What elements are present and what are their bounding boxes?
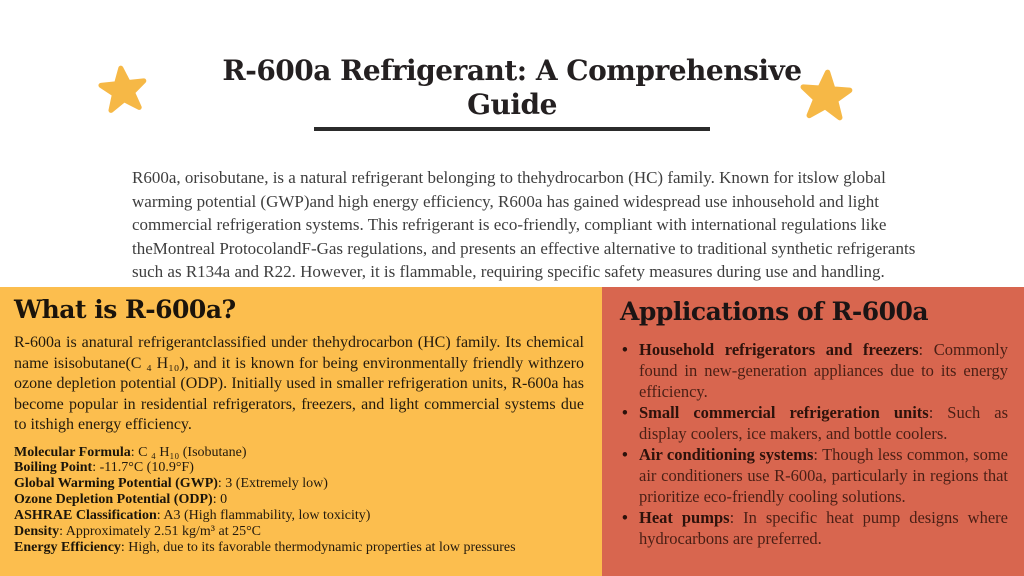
property-label: Ozone Depletion Potential (ODP) — [14, 492, 213, 508]
property-row-molecular-formula — [14, 445, 584, 461]
property-label: Global Warming Potential (GWP) — [14, 476, 218, 492]
bullet-text: : In specific heat pump designs where hydrocarbons are preferred. — [639, 508, 1008, 548]
bullet-text: : Commonly found in new-generation appliances due to its energy efficiency. — [639, 340, 1008, 401]
property-row-ashrae — [14, 508, 584, 524]
applications-panel — [602, 287, 1024, 576]
property-label: Boiling Point — [14, 460, 93, 476]
what-is-paragraph: R-600a is anatural refrigerantclassified under thehydrocarbon (HC) family. Its chemical name isisobutane(C ₄ H₁₀), and it is known for being environmentally friendly withzero ozone depletion potential (ODP). Initially used in smaller refrigeration units, R-600a has become popular in residential refrigerators, freezers, and light commercial systems due to itshigh energy efficiency. — [14, 334, 584, 433]
what-is-panel — [0, 287, 602, 576]
property-row-density — [14, 524, 584, 540]
list-item-air-conditioning — [622, 444, 1008, 507]
property-row-energy-efficiency — [14, 540, 584, 556]
bullet-label: Small commercial refrigeration units — [639, 403, 929, 422]
property-label: Molecular Formula — [14, 444, 131, 460]
content-panels — [0, 287, 1024, 576]
property-row-odp — [14, 492, 584, 508]
property-row-gwp — [14, 476, 584, 492]
page-title: R-600a Refrigerant: A Comprehensive Guide — [222, 54, 802, 121]
applications-list — [612, 339, 1010, 549]
bullet-label: Air conditioning systems — [639, 445, 814, 464]
star-icon — [95, 61, 152, 116]
property-label: Energy Efficiency — [14, 539, 121, 555]
property-value: : Approximately 2.51 kg/m³ at 25°C — [59, 524, 262, 540]
list-item-household — [622, 339, 1008, 402]
property-value: : A3 (High flammability, low toxicity) — [156, 508, 371, 524]
list-item-small-commercial — [622, 402, 1008, 444]
property-value: : -11.7°C (10.9°F) — [92, 460, 194, 476]
bullet-text: : Such as display coolers, ice makers, and bottle coolers. — [639, 403, 1008, 443]
bullet-text: : Though less common, some air conditioners use R-600a, particularly in regions that prioritize eco-friendly cooling solutions. — [639, 445, 1008, 506]
list-item-heat-pumps — [622, 507, 1008, 549]
property-value: : 3 (Extremely low) — [217, 476, 328, 492]
bullet-label: Household refrigerators and freezers — [639, 340, 919, 359]
property-label: ASHRAE Classification — [14, 508, 157, 524]
intro-paragraph: R600a, orisobutane, is a natural refrigerant belonging to thehydrocarbon (HC) family. Known for itslow global warming potential (GWP)and high energy efficiency, R600a has gained widespread use inhousehold and light commercial refrigeration systems. This refrigerant is eco-friendly, compliant with international regulations like theMontreal ProtocolandF-Gas regulations, and presents an effective alternative to traditional synthetic refrigerants such as R134a and R22. However, it is flammable, requiring specific safety measures during use and handling. — [132, 168, 916, 281]
property-label: Density — [14, 524, 60, 540]
property-value: : C ₄ H₁₀ (Isobutane) — [130, 444, 247, 460]
applications-heading: Applications of R-600a — [620, 297, 929, 326]
bullet-label: Heat pumps — [639, 508, 730, 527]
what-is-heading: What is R-600a? — [14, 295, 236, 324]
star-icon — [796, 66, 856, 124]
property-value: : High, due to its favorable thermodynamic properties at low pressures — [120, 539, 516, 555]
property-row-boiling-point — [14, 460, 584, 476]
title-underline — [314, 127, 710, 131]
property-list — [14, 445, 584, 556]
property-value: : 0 — [212, 492, 228, 508]
header-section — [0, 0, 1024, 287]
